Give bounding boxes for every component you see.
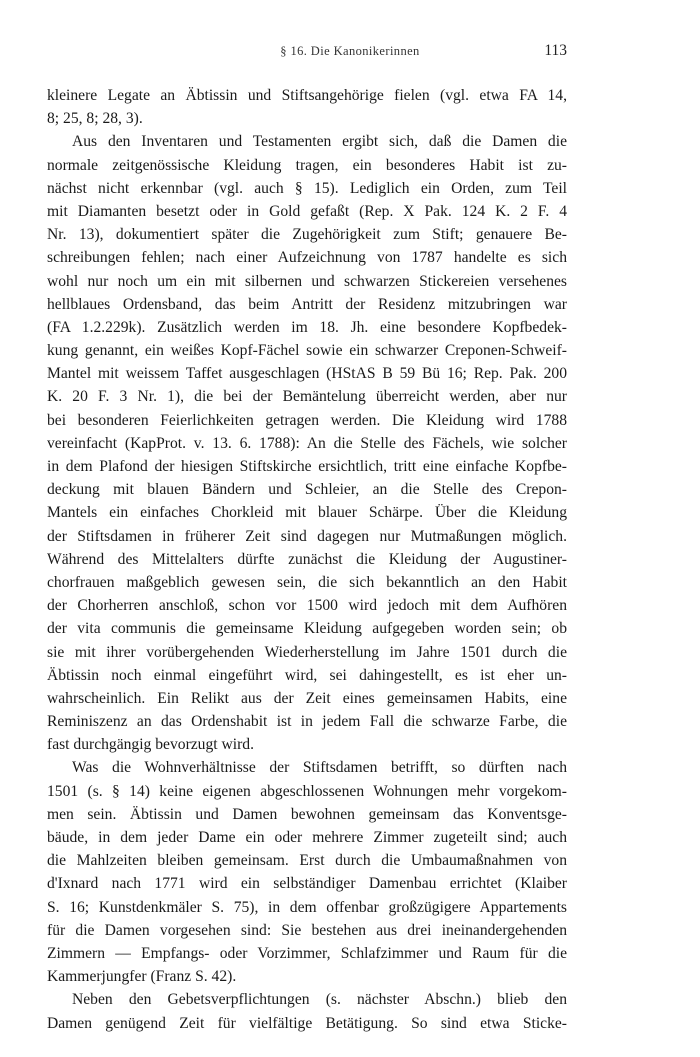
text-line: bäude, in dem jeder Dame ein oder mehrere Zimmer zugeteilt sind; auch	[47, 829, 567, 846]
text-line: kung genannt, ein weißes Kopf-Fächel sowie ein schwarzer Creponen-Schweif-	[47, 342, 567, 360]
text-line: wohl nur noch um ein mit silbernen und schwarzen Stickereien versehenes	[47, 272, 567, 290]
text-line: in dem Plafond der hiesigen Stiftskirche ersichtlich, tritt eine einfache Kopfbe-	[47, 458, 567, 475]
text-line: d'Ixnard nach 1771 wird ein selbständiger Damenbau errichtet (Klaiber	[47, 875, 567, 893]
text-line: nächst nicht erkennbar (vgl. auch § 15). Lediglich ein Orden, zum Teil	[47, 179, 567, 197]
body-text	[47, 84, 567, 1035]
text-line: K. 20 F. 3 Nr. 1), die bei der Bemäntelung überreicht werden, aber nur	[47, 388, 567, 406]
text-line: Was die Wohnverhältnisse der Stiftsdamen betrifft, so dürften nach	[72, 759, 567, 777]
text-line: hellblaues Ordensband, das beim Antritt der Residenz mitzubringen war	[47, 295, 567, 313]
text-line: men sein. Äbtissin und Damen bewohnen gemeinsam das Konventsge-	[47, 805, 567, 823]
page-number: 113	[544, 42, 567, 59]
text-line: wahrscheinlich. Ein Relikt aus der Zeit eines gemeinsamen Habits, eine	[47, 689, 567, 707]
text-line: Kammerjungfer (Franz S. 42).	[47, 968, 237, 986]
text-line: Reminiszenz an das Ordenshabit ist in jedem Fall die schwarze Farbe, die	[47, 713, 567, 731]
text-line: der Stiftsdamen in früherer Zeit sind dagegen nur Mutmaßungen möglich.	[47, 527, 567, 545]
text-line: 1501 (s. § 14) keine eigenen abgeschlossenen Wohnungen mehr vorgekom-	[47, 782, 567, 800]
text-line: die Mahlzeiten bleiben gemeinsam. Erst durch die Umbaumaßnahmen von	[47, 852, 567, 870]
text-line: der vita communis die gemeinsame Kleidung aufgegeben worden sein; ob	[47, 620, 567, 638]
text-line: fast durchgängig bevorzugt wird.	[47, 736, 254, 754]
text-line: S. 16; Kunstdenkmäler S. 75), in dem offenbar großzügigere Appartements	[47, 898, 567, 916]
text-line: mit Diamanten besetzt oder in Gold gefaßt (Rep. X Pak. 124 K. 2 F. 4	[47, 202, 567, 220]
text-line: kleinere Legate an Äbtissin und Stiftsangehörige fielen (vgl. etwa FA 14,	[47, 87, 567, 104]
text-line: Während des Mittelalters dürfte zunächst die Kleidung der Augustiner-	[47, 550, 567, 568]
text-line: für die Damen vorgesehen sind: Sie bestehen aus drei ineinandergehenden	[47, 921, 567, 939]
text-line: Damen genügend Zeit für vielfältige Betätigung. So sind etwa Sticke-	[47, 1014, 567, 1032]
text-line: Aus den Inventaren und Testamenten ergibt sich, daß die Damen die	[72, 133, 567, 151]
text-line: deckung mit blauen Bändern und Schleier, an die Stelle des Crepon-	[47, 481, 567, 499]
text-line: Äbtissin noch einmal eingeführt wird, sei dahingestellt, es ist eher un-	[47, 666, 567, 684]
text-line: der Chorherren anschloß, schon vor 1500 wird jedoch mit dem Aufhören	[47, 597, 567, 615]
running-head	[0, 44, 700, 64]
text-line: schreibungen fehlen; nach einer Aufzeichnung von 1787 handelte es sich	[47, 249, 567, 267]
text-line: normale zeitgenössische Kleidung tragen, ein besonderes Habit ist zu-	[47, 156, 567, 174]
text-line: Mantels ein einfaches Chorkleid mit blauer Schärpe. Über die Kleidung	[47, 504, 567, 522]
text-line: chorfrauen maßgeblich gewesen sein, die sich bekanntlich an den Habit	[47, 573, 567, 591]
text-line: Zimmern — Empfangs- oder Vorzimmer, Schlafzimmer und Raum für die	[47, 944, 567, 962]
text-line: sie mit ihrer vorübergehenden Wiederherstellung im Jahre 1501 durch die	[47, 643, 567, 661]
text-line: Mantel mit weissem Taffet ausgeschlagen (HStAS B 59 Bü 16; Rep. Pak. 200	[47, 365, 567, 383]
text-line: Nr. 13), dokumentiert später die Zugehörigkeit zum Stift; genauere Be-	[47, 226, 567, 244]
text-line: (FA 1.2.229k). Zusätzlich werden im 18. Jh. eine besondere Kopfbedek-	[47, 318, 567, 336]
running-title: § 16. Die Kanonikerinnen	[280, 44, 420, 58]
text-line: 8; 25, 8; 28, 3).	[47, 110, 143, 128]
text-line: Neben den Gebetsverpflichtungen (s. nächster Abschn.) blieb den	[72, 991, 567, 1009]
text-line: bei besonderen Feierlichkeiten getragen werden. Die Kleidung wird 1788	[47, 411, 567, 429]
text-line: vereinfacht (KapProt. v. 13. 6. 1788): An die Stelle des Fächels, wie solcher	[47, 434, 567, 452]
